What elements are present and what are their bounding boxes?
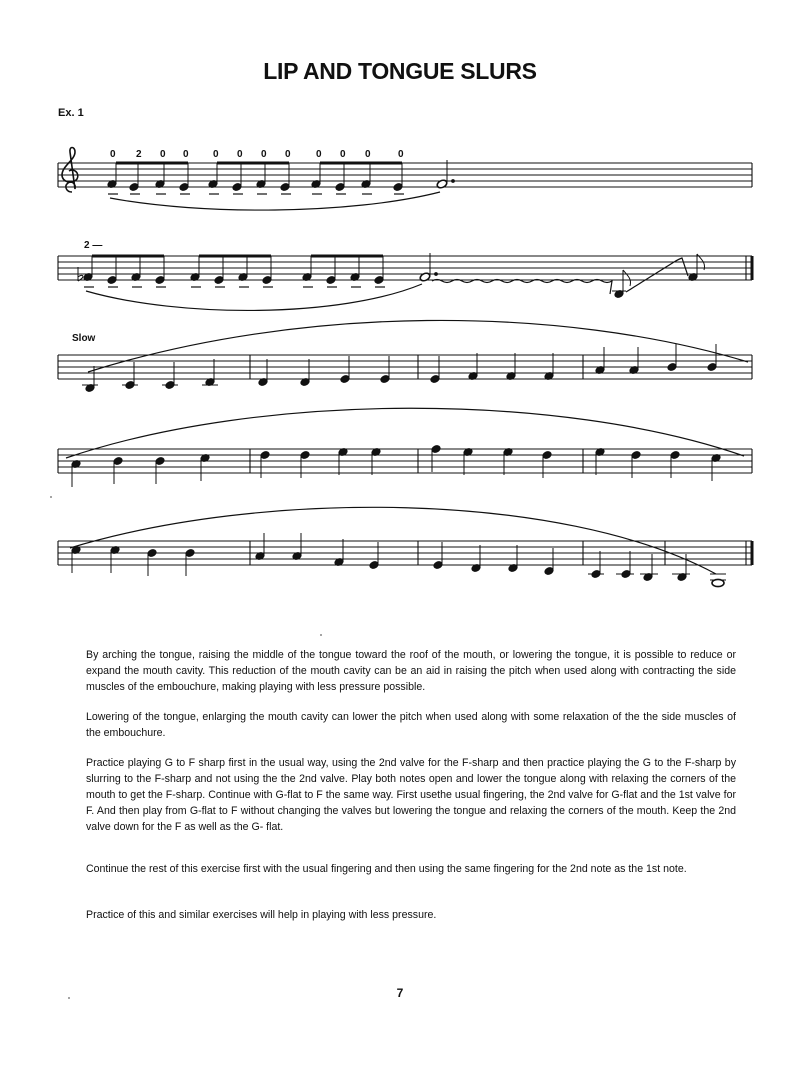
- staff-3: [58, 355, 752, 379]
- paragraph-1: By arching the tongue, raising the middle of the tongue toward the roof of the mouth, or lowering the tongue, it is possible to reduce or expand the mouth cavity. This reduction of the mouth cavity can be an aid in raising the pitch when used along with contracting the side muscles of the embouchure, making playing with less pressure possible.: [86, 649, 736, 693]
- fingering-number: 2: [136, 149, 142, 160]
- staff-5: [58, 541, 752, 565]
- page-number: 7: [396, 986, 404, 1000]
- exercise-label: Ex. 1: [58, 107, 84, 119]
- page-title: LIP AND TONGUE SLURS: [263, 58, 537, 84]
- scan-speck: [320, 634, 322, 636]
- fingering-number: 0: [365, 149, 371, 160]
- paragraph-2: Lowering of the tongue, enlarging the mouth cavity can lower the pitch when used along with some relaxation of the the side muscles of the embouchure.: [86, 711, 736, 739]
- paragraph-3: Practice playing G to F sharp first in the usual way, using the 2nd valve for the F-sharp and then practice playing the G to the F-sharp by slurring to the F-sharp and not using the the 2nd valve. Play both notes open and lower the tongue along with relaxing the corners of the mouth to get the F-sharp. Continue with G-flat to F the same way. First usethe usual fingering, the 2nd valve for G-flat and the 1st valve for F. And then play from G-flat to F without changing the valves but lowering the tongue and relaxing the corners of the mouth. Keep the 2nd valve down for the F as well as the G- flat.: [86, 757, 736, 833]
- scan-speck: [68, 997, 70, 999]
- fingering-number: 0: [183, 149, 189, 160]
- paragraph-5: Practice of this and similar exercises will help in playing with less pressure.: [86, 909, 437, 921]
- fingering-number: 0: [237, 149, 243, 160]
- scan-speck: [50, 496, 52, 498]
- fingering-number: 0: [340, 149, 346, 160]
- fingering-number: 0: [398, 149, 404, 160]
- fingering-number: 0: [160, 149, 166, 160]
- treble-clef: [62, 148, 78, 193]
- fingering-number: 0: [261, 149, 267, 160]
- fingering-number: 0: [110, 149, 116, 160]
- tempo-marking: Slow: [72, 333, 96, 344]
- fingering-row-2: 2 —: [84, 240, 103, 251]
- fingering-number: 0: [316, 149, 322, 160]
- paragraph-4: Continue the rest of this exercise first with the usual fingering and then using the same fingering for the 2nd note as the 1st note.: [86, 863, 687, 875]
- fingering-number: 0: [285, 149, 291, 160]
- fingering-number: 0: [213, 149, 219, 160]
